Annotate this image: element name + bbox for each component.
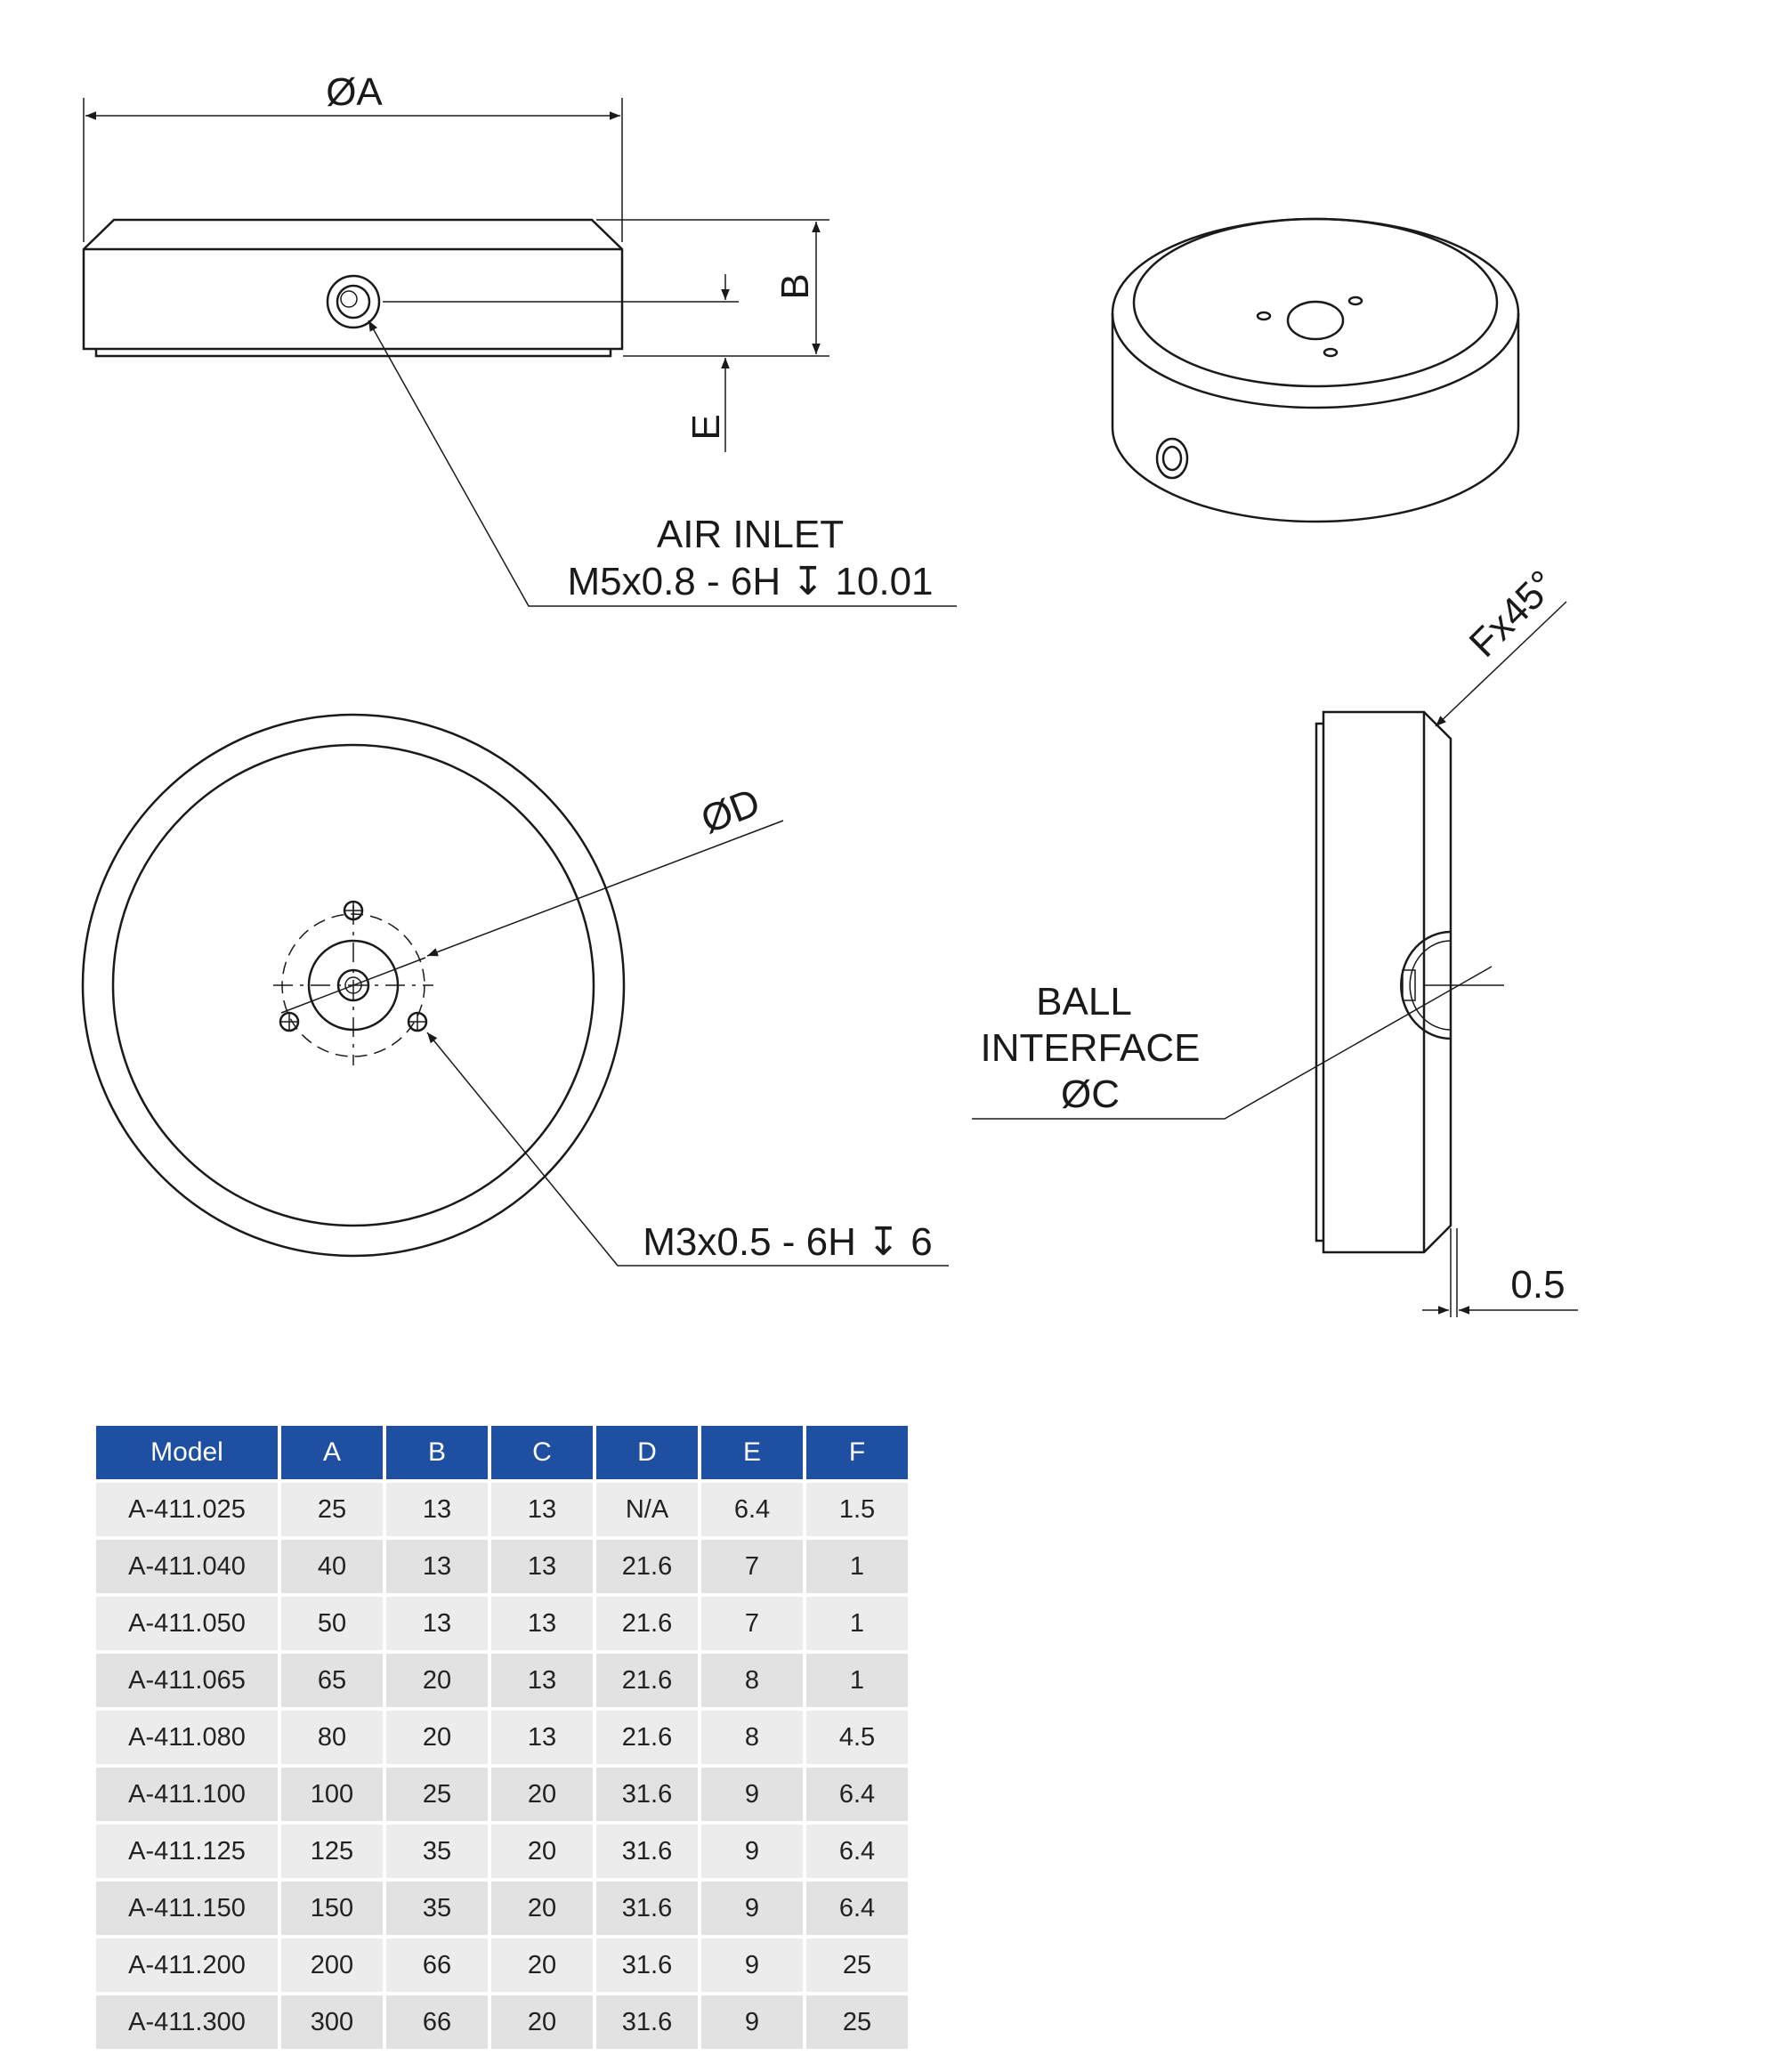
dim-E-label: E bbox=[684, 414, 728, 441]
value-cell: 13 bbox=[491, 1540, 593, 1593]
value-cell: 25 bbox=[386, 1768, 488, 1821]
value-cell: 4.5 bbox=[806, 1711, 908, 1764]
value-cell: 9 bbox=[701, 1938, 803, 1992]
iso-air-port bbox=[1157, 439, 1187, 478]
air-inlet-port-outer bbox=[328, 276, 379, 328]
air-inlet-port-inner bbox=[337, 286, 369, 318]
value-cell: 9 bbox=[701, 1995, 803, 2049]
model-cell: A-411.150 bbox=[96, 1882, 278, 1935]
value-cell: 66 bbox=[386, 1995, 488, 2049]
table-row bbox=[96, 1882, 908, 1935]
dim-A-label: ØA bbox=[326, 70, 383, 114]
value-cell: 21.6 bbox=[596, 1540, 698, 1593]
value-cell: 31.6 bbox=[596, 1938, 698, 1992]
value-cell: 65 bbox=[281, 1654, 383, 1707]
ball-interface-line3: ØC bbox=[1061, 1072, 1120, 1116]
iso-top-face-outer bbox=[1112, 219, 1518, 408]
value-cell: 25 bbox=[806, 1995, 908, 2049]
table-row bbox=[96, 1654, 908, 1707]
table-row bbox=[96, 1938, 908, 1992]
value-cell: 31.6 bbox=[596, 1995, 698, 2049]
value-cell: 20 bbox=[491, 1768, 593, 1821]
model-cell: A-411.100 bbox=[96, 1768, 278, 1821]
column-header-c: C bbox=[491, 1426, 593, 1479]
value-cell: 50 bbox=[281, 1597, 383, 1650]
air-inlet-title: AIR INLET bbox=[656, 513, 845, 556]
table-row bbox=[96, 1825, 908, 1878]
value-cell: 25 bbox=[806, 1938, 908, 1992]
side-view bbox=[972, 602, 1578, 1317]
top-view bbox=[83, 715, 949, 1266]
value-cell: 150 bbox=[281, 1882, 383, 1935]
value-cell: 66 bbox=[386, 1938, 488, 1992]
dim-F-label: Fx45° bbox=[1460, 562, 1565, 666]
value-cell: 35 bbox=[386, 1882, 488, 1935]
table-row bbox=[96, 1995, 908, 2049]
model-cell: A-411.025 bbox=[96, 1483, 278, 1536]
value-cell: 1.5 bbox=[806, 1483, 908, 1536]
value-cell: 31.6 bbox=[596, 1768, 698, 1821]
column-header-b: B bbox=[386, 1426, 488, 1479]
table-header-row bbox=[96, 1426, 908, 1479]
model-cell: A-411.040 bbox=[96, 1540, 278, 1593]
mount-hole-spec: M3x0.5 - 6H ↧ 6 bbox=[643, 1220, 933, 1264]
dim-B-label: B bbox=[773, 273, 817, 300]
dim-D-line bbox=[427, 821, 783, 956]
value-cell: 1 bbox=[806, 1654, 908, 1707]
value-cell: 8 bbox=[701, 1711, 803, 1764]
value-cell: 13 bbox=[386, 1540, 488, 1593]
iso-center-hole bbox=[1288, 302, 1343, 339]
value-cell: 13 bbox=[491, 1483, 593, 1536]
value-cell: 20 bbox=[491, 1995, 593, 2049]
ball-interface-line1: BALL bbox=[1036, 980, 1132, 1024]
value-cell: 6.4 bbox=[806, 1768, 908, 1821]
value-cell: 13 bbox=[491, 1597, 593, 1650]
front-view-body bbox=[84, 220, 622, 349]
dimension-table bbox=[93, 1422, 911, 2052]
air-inlet-spec: M5x0.8 - 6H ↧ 10.01 bbox=[567, 560, 934, 603]
model-cell: A-411.300 bbox=[96, 1995, 278, 2049]
table-body bbox=[96, 1483, 908, 2049]
value-cell: 21.6 bbox=[596, 1597, 698, 1650]
ball-interface-line2: INTERFACE bbox=[980, 1026, 1201, 1070]
value-cell: 6.4 bbox=[806, 1882, 908, 1935]
value-cell: 40 bbox=[281, 1540, 383, 1593]
column-header-a: A bbox=[281, 1426, 383, 1479]
isometric-view bbox=[1112, 219, 1518, 522]
value-cell: 13 bbox=[491, 1711, 593, 1764]
table-row bbox=[96, 1597, 908, 1650]
model-cell: A-411.200 bbox=[96, 1938, 278, 1992]
value-cell: 9 bbox=[701, 1825, 803, 1878]
value-cell: 9 bbox=[701, 1768, 803, 1821]
column-header-f: F bbox=[806, 1426, 908, 1479]
value-cell: 125 bbox=[281, 1825, 383, 1878]
value-cell: 100 bbox=[281, 1768, 383, 1821]
value-cell: 20 bbox=[491, 1825, 593, 1878]
value-cell: 1 bbox=[806, 1540, 908, 1593]
dim-05-label: 0.5 bbox=[1510, 1263, 1566, 1307]
value-cell: 1 bbox=[806, 1597, 908, 1650]
model-cell: A-411.065 bbox=[96, 1654, 278, 1707]
dim-D-label: ØD bbox=[695, 780, 766, 843]
model-cell: A-411.050 bbox=[96, 1597, 278, 1650]
value-cell: 13 bbox=[386, 1483, 488, 1536]
value-cell: N/A bbox=[596, 1483, 698, 1536]
table-row bbox=[96, 1768, 908, 1821]
value-cell: 13 bbox=[491, 1654, 593, 1707]
table-row bbox=[96, 1483, 908, 1536]
value-cell: 8 bbox=[701, 1654, 803, 1707]
table-row bbox=[96, 1540, 908, 1593]
value-cell: 20 bbox=[491, 1882, 593, 1935]
value-cell: 20 bbox=[491, 1938, 593, 1992]
value-cell: 20 bbox=[386, 1654, 488, 1707]
value-cell: 200 bbox=[281, 1938, 383, 1992]
value-cell: 6.4 bbox=[701, 1483, 803, 1536]
column-header-d: D bbox=[596, 1426, 698, 1479]
value-cell: 31.6 bbox=[596, 1882, 698, 1935]
side-view-body bbox=[1323, 712, 1451, 1252]
value-cell: 80 bbox=[281, 1711, 383, 1764]
value-cell: 300 bbox=[281, 1995, 383, 2049]
model-cell: A-411.125 bbox=[96, 1825, 278, 1878]
value-cell: 20 bbox=[386, 1711, 488, 1764]
column-header-e: E bbox=[701, 1426, 803, 1479]
value-cell: 35 bbox=[386, 1825, 488, 1878]
table-row bbox=[96, 1711, 908, 1764]
iso-bottom-edge bbox=[1112, 427, 1518, 522]
value-cell: 13 bbox=[386, 1597, 488, 1650]
value-cell: 21.6 bbox=[596, 1711, 698, 1764]
model-cell: A-411.080 bbox=[96, 1711, 278, 1764]
value-cell: 7 bbox=[701, 1540, 803, 1593]
column-header-model: Model bbox=[96, 1426, 278, 1479]
value-cell: 9 bbox=[701, 1882, 803, 1935]
value-cell: 31.6 bbox=[596, 1825, 698, 1878]
value-cell: 25 bbox=[281, 1483, 383, 1536]
value-cell: 7 bbox=[701, 1597, 803, 1650]
value-cell: 21.6 bbox=[596, 1654, 698, 1707]
value-cell: 6.4 bbox=[806, 1825, 908, 1878]
